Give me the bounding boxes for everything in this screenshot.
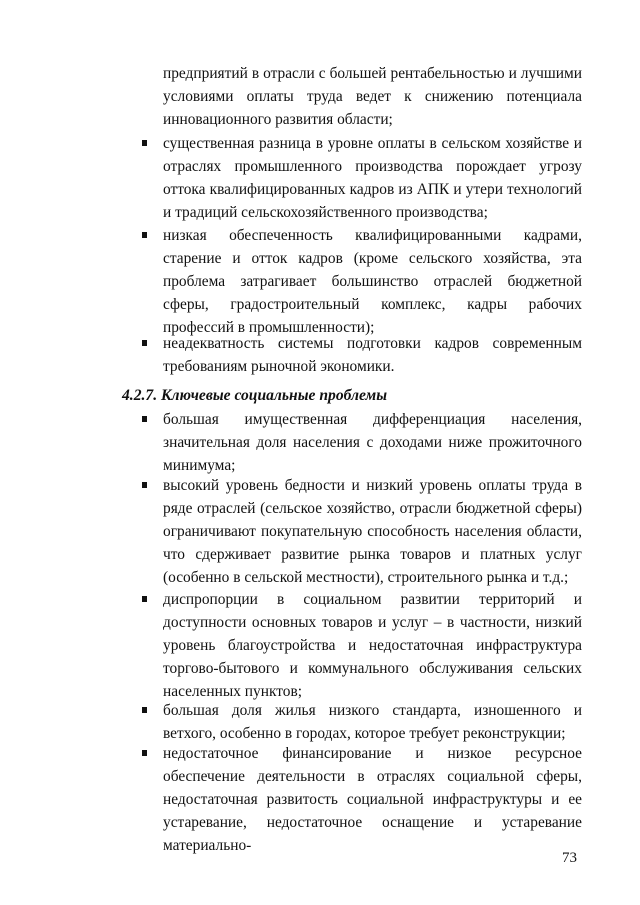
bullet-item: [163, 699, 582, 745]
bullet-marker: [142, 750, 147, 756]
bullet-marker: [142, 232, 147, 238]
bullet-text: диспропорции в социальном развитии территорий и доступности основных товаров и услуг – в частности, низкий уровень благоустройства и недостаточная инфраструктура торгово-бытового и коммунального обслуживания сельских населенных пунктов;: [163, 591, 582, 700]
bullet-item: [163, 588, 582, 703]
bullet-item: [163, 742, 582, 857]
section-heading: 4.2.7. Ключевые социальные проблемы: [122, 387, 388, 404]
bullet-marker: [142, 596, 147, 602]
bullet-text: большая имущественная дифференциация населения, значительная доля населения с доходами ниже прожиточного минимума;: [163, 411, 582, 474]
bullet-text: неадекватность системы подготовки кадров современным требованиям рыночной экономики.: [163, 335, 582, 375]
bullet-marker: [142, 707, 147, 713]
bullet-item: [163, 332, 582, 378]
bullet-marker: [142, 340, 147, 346]
bullet-marker: [142, 140, 147, 146]
page-number: 73: [562, 850, 577, 866]
bullet-marker: [142, 482, 147, 488]
bullet-text: недостаточное финансирование и низкое ресурсное обеспечение деятельности в отраслях социальной сферы, недостаточная развитость социальной инфраструктуры и ее устаревание, недостаточное оснащение и устаревание материально-: [163, 745, 582, 854]
bullet-text: существенная разница в уровне оплаты в сельском хозяйстве и отраслях промышленного производства порождает угрозу оттока квалифицированных кадров из АПК и утери технологий и традиций сельскохозяйственного производства;: [163, 135, 582, 221]
bullet-item: [163, 132, 582, 224]
intro-paragraph: предприятий в отрасли с большей рентабельностью и лучшими условиями оплаты труда ведет к снижению потенциала инновационного развития области;: [163, 65, 582, 128]
bullet-text: большая доля жилья низкого стандарта, изношенного и ветхого, особенно в городах, которое требует реконструкции;: [163, 702, 582, 742]
bullet-item: [163, 224, 582, 339]
bullet-item: [163, 474, 582, 589]
bullet-marker: [142, 416, 147, 422]
bullet-text: высокий уровень бедности и низкий уровень оплаты труда в ряде отраслей (сельское хозяйство, отрасли бюджетной сферы) ограничивают покупательную способность населения области, что сдерживает развитие рынка товаров и платных услуг (особенно в сельской местности), строительного рынка и т.д.;: [163, 477, 582, 586]
bullet-text: низкая обеспеченность квалифицированными кадрами, старение и отток кадров (кроме сельского хозяйства, эта проблема затрагивает большинство отраслей бюджетной сферы, градостроительный комплекс, кадры рабочих профессий в промышленности);: [163, 227, 582, 336]
bullet-item: [163, 408, 582, 477]
